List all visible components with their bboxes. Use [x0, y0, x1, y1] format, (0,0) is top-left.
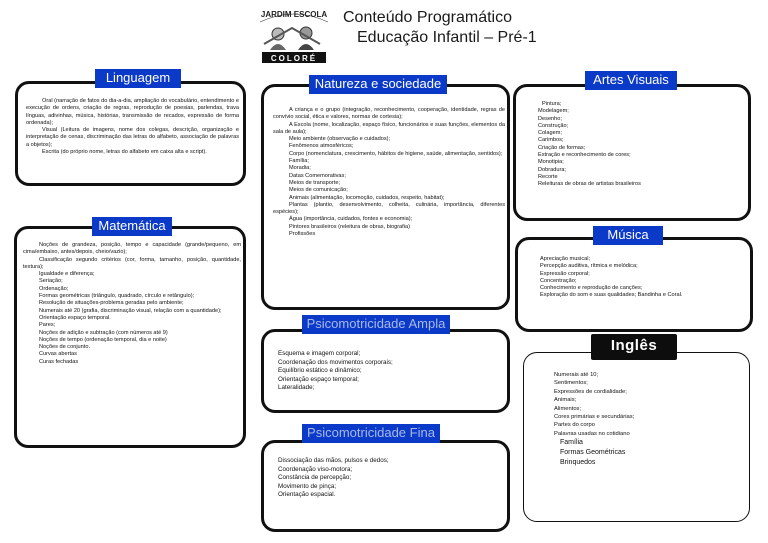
- artes-line: Desenho;: [538, 115, 562, 122]
- logo-top-text: JARDIM ESCOLA: [260, 10, 328, 19]
- linguagem-label: Linguagem: [95, 69, 181, 88]
- matematica-line: Noções de adição e subtração (com números até 9): [39, 329, 168, 336]
- matematica-line: Noções de conjunto.: [39, 344, 90, 351]
- natureza-line: A criança e o grupo (integração, reconhecimento, cooperação, identidade, regras de convívio social, ética e valores, normas de cortesia);: [273, 107, 505, 121]
- psico-ampla-box: [261, 329, 510, 413]
- matematica-box: [14, 226, 246, 448]
- matematica-line: Pares;: [39, 322, 56, 329]
- matematica-label: Matemática: [92, 217, 172, 236]
- linguagem-line: Visual (Leitura de imagens, nome dos colegas, descrição, organização e interpretação de cenas, discriminação das letras do alfabeto, associação de palavras a objetos);: [26, 127, 239, 148]
- matematica-line: Resolução de situações-problema geradas pelo ambiente;: [39, 300, 184, 307]
- artes-line: Modelagem;: [538, 108, 569, 115]
- artes-line: Carimbos;: [538, 137, 564, 144]
- artes-line: Monotipia;: [538, 159, 564, 166]
- psico-fina-label: Psicomotricidade Fina: [302, 424, 440, 443]
- ingles-line: Expressões de cordialidade;: [554, 388, 627, 395]
- psico-ampla-line: Orientação espaço temporal;: [278, 375, 359, 383]
- matematica-line: Curas fechadas: [39, 358, 79, 365]
- musica-label: Música: [593, 226, 663, 245]
- matematica-line: Classificação segundo critérios (cor, forma, tamanho, posição, quantidade, textura);: [23, 256, 241, 270]
- natureza-line: Fenômenos atmosféricos;: [289, 143, 354, 150]
- logo-bottom-text: COLORÉ: [270, 54, 318, 63]
- matematica-line: Seriação;: [39, 278, 63, 285]
- matematica-content: [23, 242, 241, 366]
- artes-line: Criação de formas;: [538, 144, 586, 151]
- natureza-line: Meios de transporte;: [289, 179, 340, 186]
- natureza-line: Animais (alimentação, locomoção, cuidados, respeito, habitat);: [289, 194, 445, 201]
- musica-line: Conhecimento e reprodução de canções;: [540, 285, 643, 292]
- ingles-extra-line: Brinquedos: [560, 459, 596, 467]
- artes-label: Artes Visuais: [585, 71, 677, 90]
- matematica-line: Ordenação;: [39, 285, 69, 292]
- natureza-label: Natureza e sociedade: [309, 75, 447, 94]
- natureza-line: Corpo (nomenclatura, crescimento, hábitos de higiene, saúde, alimentação, sentidos);: [289, 150, 503, 157]
- psico-fina-line: Constância de percepção;: [278, 474, 352, 482]
- ingles-content: [554, 371, 744, 468]
- musica-line: Concentração;: [540, 277, 577, 284]
- artes-box: [513, 84, 751, 221]
- psico-ampla-label: Psicomotricidade Ampla: [302, 315, 450, 334]
- psico-ampla-line: Coordenação dos movimentos corporais;: [278, 358, 393, 366]
- ingles-line: Palavras usadas no cotidiano: [554, 430, 630, 437]
- natureza-line: Plantas (plantio, desenvolvimento, colheita, culinária, importância, diferentes espécies);: [273, 201, 505, 216]
- musica-line: Apreciação musical;: [540, 256, 591, 262]
- natureza-line: Datas Comemorativas;: [289, 172, 346, 179]
- natureza-line: Meio ambiente (observação e cuidados);: [289, 136, 391, 143]
- natureza-line: Moradia;: [289, 165, 311, 172]
- artes-line: Construção;: [538, 122, 569, 129]
- linguagem-content: [26, 98, 239, 156]
- artes-content: [538, 101, 748, 189]
- musica-content: [540, 256, 750, 300]
- natureza-content: [273, 107, 505, 238]
- ingles-line: Alimentos;: [554, 405, 582, 412]
- page-subtitle: Educação Infantil – Pré-1: [357, 29, 537, 46]
- psico-ampla-line: Equilíbrio estático e dinâmico;: [278, 367, 362, 375]
- psico-fina-content: [278, 457, 506, 500]
- ingles-box: [523, 352, 750, 522]
- linguagem-line: Escrita (do próprio nome, letras do alfabeto em caixa alta e script).: [42, 149, 207, 156]
- matematica-line: Igualdade e diferença;: [39, 271, 95, 278]
- linguagem-box: [15, 81, 246, 186]
- linguagem-line: Oral (narração de fatos do dia-a-dia, ampliação do vocabulário, entendimento e execução de ordens, criação de regras, reprodução de poesias, parlendas, trava línguas, adivinhas, música, histórias, transmissão de recados, expressão de forma ordenada);: [26, 98, 239, 126]
- matematica-line: Formas geométricas (triângulo, quadrado, círculo e retângulo);: [39, 293, 195, 300]
- psico-fina-box: [261, 440, 510, 532]
- natureza-line: Pintores brasileiros (releitura de obras, biografia): [289, 223, 410, 230]
- musica-line: Expressão corporal;: [540, 270, 590, 277]
- artes-line: Pintura;: [542, 101, 562, 107]
- matematica-line: Noções de grandeza, posição, tempo e capacidade (grande/pequeno, em cima/embaixo, antes/depois, cheio/vazio);: [23, 242, 241, 256]
- ingles-line: Sentimentos;: [554, 380, 588, 387]
- artes-line: Extração e reconhecimento de cores;: [538, 152, 631, 159]
- natureza-line: A Escola (nome, localização, espaço físico, funcionários e suas funções, elementos da sala de aula);: [273, 121, 505, 135]
- matematica-line: Curvas abertas: [39, 351, 77, 358]
- ingles-label: Inglês: [591, 334, 677, 360]
- ingles-line: Partes do corpo: [554, 422, 595, 429]
- ingles-line: Animais;: [554, 397, 577, 404]
- school-logo: [256, 4, 332, 64]
- psico-fina-line: Movimento de pinça;: [278, 482, 337, 490]
- natureza-line: Profissões: [289, 231, 316, 238]
- ingles-extra-line: Família: [560, 439, 583, 447]
- natureza-box: [261, 84, 510, 310]
- psico-fina-line: Dissociação das mãos, pulsos e dedos;: [278, 457, 389, 464]
- artes-line: Releituras de obras de artistas brasileiros: [538, 181, 641, 188]
- psico-ampla-line: Lateralidade;: [278, 384, 315, 392]
- matematica-line: Noções de tempo (ordenação temporal, dia e noite): [39, 336, 167, 343]
- psico-ampla-content: [278, 350, 506, 393]
- artes-line: Dobradura;: [538, 166, 566, 173]
- musica-box: [515, 237, 753, 332]
- musica-line: Percepção auditiva, rítmica e melódica;: [540, 263, 638, 270]
- natureza-line: Meios de comunicação;: [289, 187, 348, 194]
- natureza-line: Família;: [289, 158, 309, 165]
- musica-line: Exploração do som e suas qualidades; Bandinha e Coral.: [540, 292, 683, 299]
- artes-line: Recorte: [538, 173, 558, 180]
- ingles-line: Cores primárias e secundárias;: [554, 414, 635, 421]
- natureza-line: Água (importância, cuidados, fontes e economia);: [289, 216, 413, 223]
- psico-ampla-line: Esquema e imagem corporal;: [278, 350, 361, 357]
- page-title: Conteúdo Programático: [343, 9, 512, 26]
- ingles-line: Numerais até 10;: [554, 372, 599, 378]
- psico-fina-line: Orientação espacial.: [278, 491, 336, 499]
- artes-line: Colagem;: [538, 130, 562, 137]
- matematica-line: Numerais até 20 (grafia, discriminação visual, relação com a quantidade);: [39, 307, 222, 314]
- matematica-line: Orientação espaço temporal.: [39, 314, 111, 321]
- psico-fina-line: Coordenação viso-motora;: [278, 465, 353, 473]
- ingles-extra-line: Formas Geométricas: [560, 449, 626, 457]
